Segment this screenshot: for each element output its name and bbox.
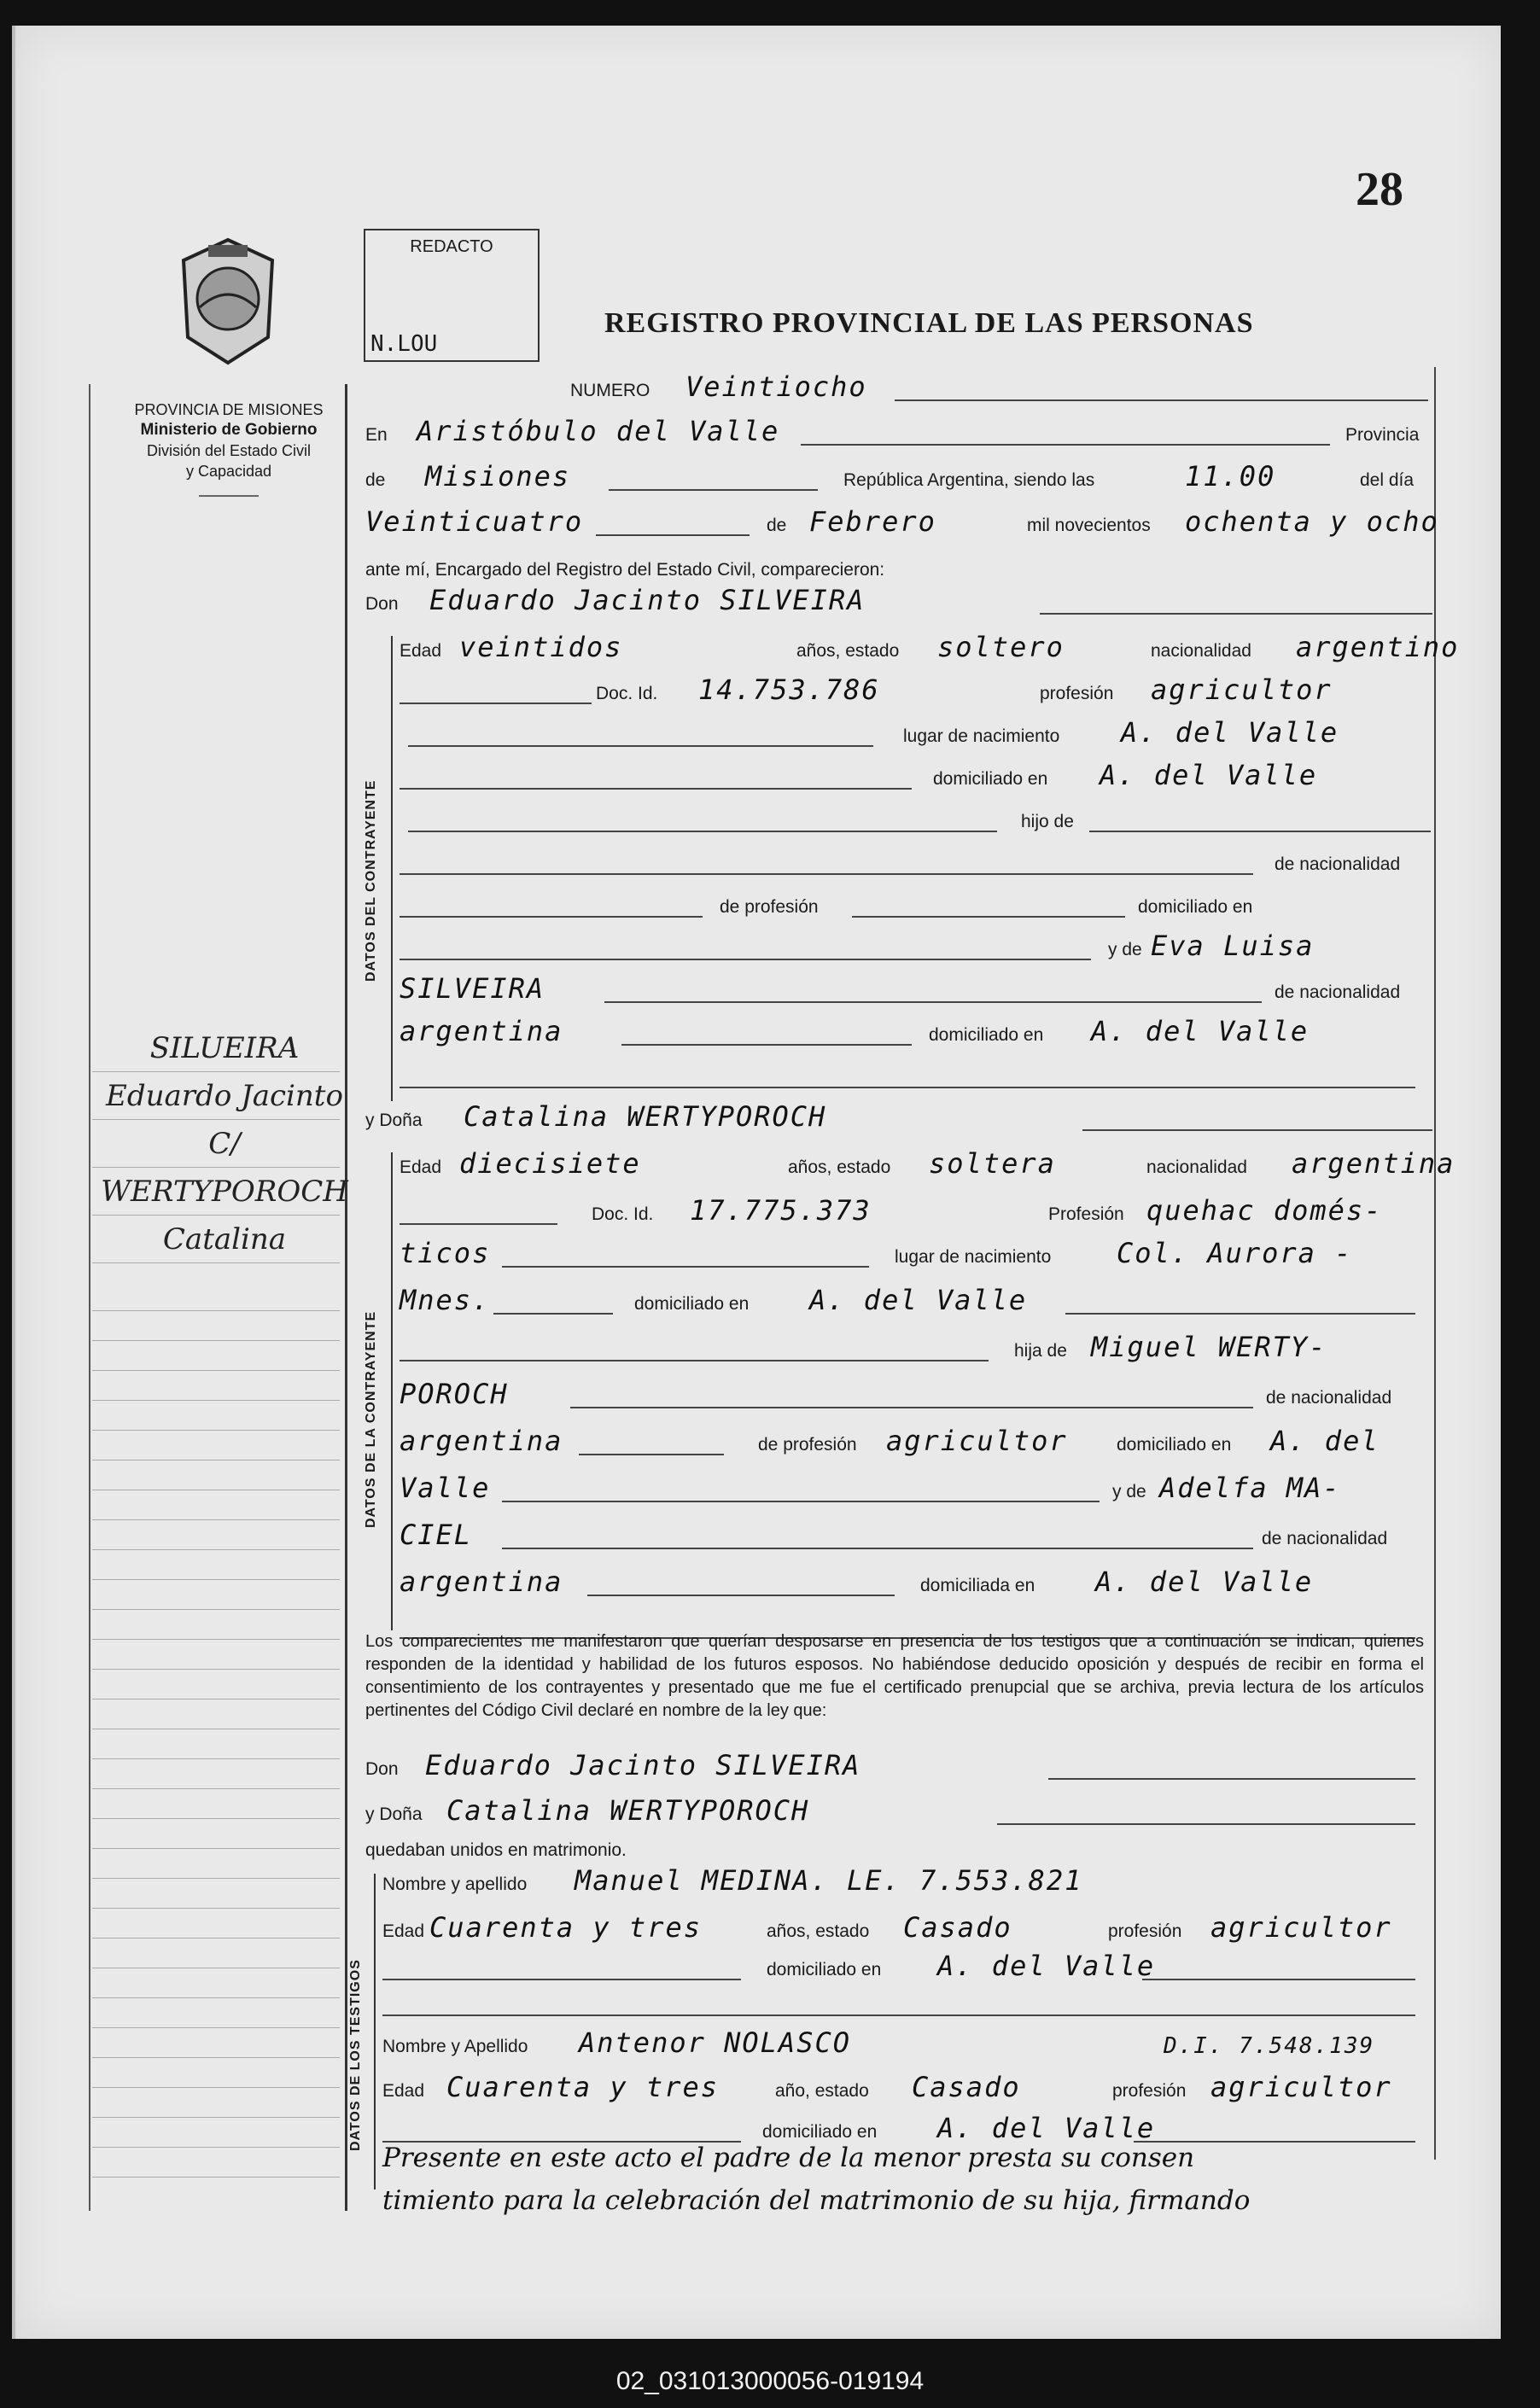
decl-bride-name: Catalina WERTYPOROCH <box>446 1794 810 1827</box>
estado-label: años, estado <box>767 1921 870 1941</box>
redacto-label: REDACTO <box>410 237 493 256</box>
margin-line <box>92 1669 340 1670</box>
bride-doc: 17.775.373 <box>690 1194 872 1227</box>
register-page <box>12 26 1501 2339</box>
groom-row-lugar <box>400 713 1432 750</box>
w1-nombre: Manuel MEDINA. LE. 7.553.821 <box>575 1864 1083 1897</box>
agency-block <box>101 399 357 497</box>
groom-row-madre-dom <box>400 1012 1432 1049</box>
groom-row-edad <box>400 627 1460 665</box>
groom-doc: 14.753.786 <box>698 673 880 706</box>
fill-line <box>400 916 703 918</box>
declaration-text: Los comparecientes me manifestaron que querían desposarse en presencia de los testigos que a continuación se indican, quienes responden de la identidad y habilidad de los futuros esposos. No habiéndose deducido oposición y después de recibir en forma el consentimiento de los contrayentes y presentado que me fue el certificado prenupcial que se archiva, previa lectura de los artículos pertinentes del Código Civil declaré en nombre de la ley que: <box>365 1632 1424 1720</box>
fill-line <box>1089 831 1431 832</box>
bride-madre-nac: argentina <box>400 1565 563 1598</box>
fill-line <box>502 1501 1100 1502</box>
edad-label: Edad <box>382 2081 425 2101</box>
bride-padre: Miguel WERTY- <box>1091 1331 1327 1363</box>
decl-row-dona <box>365 1791 1432 1828</box>
margin-line <box>92 1519 340 1520</box>
fill-line <box>596 534 750 536</box>
w2-profesion: agricultor <box>1210 2071 1392 2103</box>
fill-line <box>997 1823 1415 1825</box>
bride-lugar-cont: Mnes. <box>400 1284 491 1316</box>
bride-bracket <box>391 1152 393 1630</box>
handwritten-note-line: timiento para la celebración del matrimonio de su hija, firmando <box>382 2185 1251 2216</box>
estado-label: años, estado <box>788 1157 891 1177</box>
fill-line <box>382 1979 741 1980</box>
row-dona <box>365 1097 1432 1134</box>
margin-annotation <box>96 1024 353 1263</box>
republica-label: República Argentina, siendo las <box>843 470 1095 490</box>
bride-padre-prof: agricultor <box>886 1425 1068 1457</box>
redacto-box <box>364 229 540 362</box>
profesion-label: profesión <box>1108 1921 1182 1941</box>
groom-domicilio: A. del Valle <box>1100 759 1318 791</box>
provincial-seal-icon <box>174 235 282 367</box>
don-label: Don <box>365 1759 399 1779</box>
domiciliado-label: domiciliado en <box>1117 1435 1232 1455</box>
domicilio-label: domiciliado en <box>767 1960 882 1979</box>
groom-nacionalidad: argentino <box>1296 631 1460 663</box>
margin-line <box>92 2057 340 2058</box>
w2-domicilio: A. del Valle <box>937 2112 1156 2144</box>
y-de-label: y de <box>1112 1482 1146 1501</box>
w2-nombre: Antenor NOLASCO <box>579 2026 851 2059</box>
edad-label: Edad <box>400 1157 442 1177</box>
fill-line <box>408 745 873 747</box>
estado-label: año, estado <box>775 2081 869 2101</box>
row-don <box>365 580 1432 618</box>
bride-lugar: Col. Aurora - <box>1117 1237 1353 1269</box>
fill-line <box>502 1266 869 1268</box>
w2-row-edad <box>382 2067 1432 2105</box>
groom-row-prof <box>400 883 1432 921</box>
groom-row-domicilio <box>400 755 1432 793</box>
bride-padre-apellido: POROCH <box>400 1378 509 1410</box>
fill-line <box>493 1313 613 1315</box>
lugar-label: lugar de nacimiento <box>903 726 1060 746</box>
decl-row-don <box>365 1746 1432 1783</box>
en-label: En <box>365 425 388 445</box>
dona-label: y Doña <box>365 1111 423 1130</box>
de-label: de <box>365 470 386 490</box>
bride-row-padre2 <box>400 1374 1432 1412</box>
bride-padre-nac: argentina <box>400 1425 563 1457</box>
domiciliado-label-3: domiciliado en <box>929 1025 1044 1045</box>
bride-row-edad <box>400 1144 1455 1181</box>
margin-line <box>92 1340 340 1341</box>
w1-row-edad <box>382 1908 1432 1945</box>
y-de-label: y de <box>1108 940 1142 959</box>
profesion-label: profesión <box>1112 2081 1187 2101</box>
w1-edad: Cuarenta y tres <box>429 1911 702 1944</box>
margin-line <box>92 2177 340 2178</box>
page-number: 28 <box>1356 163 1403 216</box>
w2-estado: Casado <box>912 2071 1021 2103</box>
w2-doc: D.I. 7.548.139 <box>1164 2033 1375 2059</box>
domiciliada-label: domiciliada en <box>920 1576 1035 1595</box>
fill-line <box>502 1548 1253 1549</box>
w1-domicilio: A. del Valle <box>937 1950 1156 1982</box>
bride-row-padre <box>400 1327 1432 1365</box>
groom-name: Eduardo Jacinto SILVEIRA <box>429 584 866 616</box>
redacto-value: N.LOU <box>370 331 438 357</box>
profesion-label: Profesión <box>1048 1204 1124 1224</box>
margin-line <box>92 1460 340 1461</box>
bride-nacionalidad: argentina <box>1292 1147 1455 1180</box>
fill-line <box>852 916 1125 918</box>
localidad-value: Aristóbulo del Valle <box>417 415 780 447</box>
bride-row-madre-dom <box>400 1562 1432 1600</box>
margin-line <box>92 1310 340 1311</box>
dia-label: del día <box>1360 470 1415 490</box>
bride-madre-apellido: CIEL <box>400 1519 473 1551</box>
bride-row-lugar <box>400 1233 1432 1271</box>
w2-row-nombre <box>382 2023 1432 2061</box>
margin-line <box>92 1370 340 1371</box>
profesion-label: profesión <box>1040 684 1114 703</box>
de-nacionalidad-label-2: de nacionalidad <box>1275 982 1401 1002</box>
row-ante <box>365 546 1432 584</box>
bride-estado: soltera <box>929 1147 1056 1180</box>
decl-row-closing <box>365 1827 1432 1864</box>
anio-label: mil novecientos <box>1027 516 1151 535</box>
agency-ministry: Ministerio de Gobierno <box>140 421 318 439</box>
fill-line <box>579 1454 724 1455</box>
row-numero <box>365 367 1432 405</box>
fill-line <box>400 788 912 790</box>
bride-row-doc <box>400 1191 1432 1228</box>
don-label: Don <box>365 594 399 614</box>
agency-divider <box>199 495 259 497</box>
anio-value: ochenta y ocho <box>1185 505 1439 538</box>
nacionalidad-label: nacionalidad <box>1146 1157 1247 1177</box>
nacionalidad-label: nacionalidad <box>1151 641 1251 661</box>
dona-label: y Doña <box>365 1805 423 1824</box>
groom-madre-nac: argentina <box>400 1015 563 1047</box>
bride-row-madre <box>400 1468 1432 1506</box>
witness-bracket <box>374 1874 376 2189</box>
provincia-value: Misiones <box>425 460 571 493</box>
w2-row-dom <box>382 2108 1432 2146</box>
row-provincia <box>365 457 1432 494</box>
hijo-label: hijo de <box>1021 812 1074 831</box>
margin-annotation-line: C/ <box>208 1127 241 1161</box>
fill-line <box>400 873 1253 875</box>
edad-label: Edad <box>382 1921 425 1941</box>
bride-row-domicilio <box>400 1280 1432 1318</box>
nombre-label: Nombre y Apellido <box>382 2037 528 2056</box>
ante-label: ante mí, Encargado del Registro del Estado Civil, comparecieron: <box>365 560 885 580</box>
decl-groom-name: Eduardo Jacinto SILVEIRA <box>425 1749 861 1781</box>
column-rule <box>345 384 347 2211</box>
margin-line <box>92 2027 340 2028</box>
bride-side-label: DATOS DE LA CONTRAYENTE <box>364 1310 378 1528</box>
left-margin-rule <box>89 384 90 2211</box>
domicilio-label: domiciliado en <box>933 769 1048 789</box>
handwritten-note-line: Presente en este acto el padre de la menor presta su consen <box>382 2143 1195 2173</box>
hija-label: hija de <box>1014 1341 1067 1361</box>
dia-value: Veinticuatro <box>365 505 584 538</box>
fill-line <box>1065 1313 1415 1315</box>
margin-line <box>92 1549 340 1550</box>
w2-edad: Cuarenta y tres <box>446 2071 719 2103</box>
margin-line <box>92 1997 340 1998</box>
fill-line <box>408 831 997 832</box>
de-profesion-label: de profesión <box>720 897 819 917</box>
fill-line <box>400 959 1091 960</box>
agency-capacity: y Capacidad <box>185 463 272 480</box>
bride-madre-dom: A. del Valle <box>1095 1565 1314 1598</box>
bride-row-padre-prof <box>400 1421 1432 1459</box>
agency-province: PROVINCIA DE MISIONES <box>134 401 324 418</box>
doc-label: Doc. Id. <box>596 684 658 703</box>
margin-line <box>92 1430 340 1431</box>
agency-division: División del Estado Civil <box>146 442 312 459</box>
numero-label: NUMERO <box>570 381 650 400</box>
groom-row-madre2 <box>400 969 1432 1006</box>
margin-line <box>92 1758 340 1759</box>
fill-line <box>587 1595 895 1596</box>
margin-annotation-line: SILUEIRA <box>149 1031 300 1065</box>
de-profesion-label: de profesión <box>758 1435 857 1455</box>
groom-profesion: agricultor <box>1151 673 1333 706</box>
fill-line <box>382 2014 1415 2016</box>
domicilio-label: domiciliado en <box>762 2122 878 2142</box>
groom-row-blank <box>400 1054 1432 1092</box>
estado-label: años, estado <box>796 641 900 661</box>
groom-row-hijo <box>400 798 1432 836</box>
image-caption: 02_031013000056-019194 <box>615 2367 925 2395</box>
groom-bracket <box>391 636 393 1101</box>
fill-line <box>1048 1778 1415 1780</box>
margin-line <box>92 1639 340 1640</box>
margin-line <box>92 1818 340 1819</box>
domicilio-label: domiciliado en <box>634 1294 750 1314</box>
margin-line <box>92 1878 340 1879</box>
bride-padre-dom: A. del <box>1270 1425 1380 1457</box>
groom-lugar: A. del Valle <box>1121 716 1339 749</box>
margin-line <box>92 1579 340 1580</box>
fill-line <box>400 703 592 704</box>
margin-line <box>92 1788 340 1789</box>
fill-line <box>604 1001 1262 1003</box>
page-title: REGISTRO PROVINCIAL DE LAS PERSONAS <box>604 307 1254 339</box>
bride-madre: Adelfa MA- <box>1159 1472 1341 1504</box>
mes-value: Febrero <box>809 505 936 538</box>
margin-line <box>92 2147 340 2148</box>
numero-value: Veintiocho <box>685 370 867 403</box>
w1-profesion: agricultor <box>1210 1911 1392 1944</box>
bride-row-madre2 <box>400 1515 1432 1553</box>
margin-annotation-line: Eduardo Jacinto <box>106 1079 343 1113</box>
closing-text: quedaban unidos en matrimonio. <box>365 1840 627 1860</box>
bride-domicilio: A. del Valle <box>809 1284 1028 1316</box>
fill-line <box>400 1087 1415 1088</box>
groom-row-nac <box>400 841 1432 878</box>
margin-line <box>92 1699 340 1700</box>
groom-estado: soltero <box>937 631 1065 663</box>
de-nacionalidad-label-2: de nacionalidad <box>1262 1529 1388 1548</box>
margin-line <box>92 1908 340 1909</box>
mes-label: de <box>767 516 787 535</box>
fill-line <box>895 399 1428 401</box>
provincia-label: Provincia <box>1345 425 1420 445</box>
row-localidad <box>365 411 1432 449</box>
hora-value: 11.00 <box>1185 460 1276 493</box>
bride-profesion: quehac domés- <box>1146 1194 1383 1227</box>
fill-line <box>1082 1129 1432 1131</box>
fill-line <box>400 1360 989 1361</box>
fill-line <box>609 489 818 491</box>
groom-row-doc <box>400 670 1432 708</box>
bride-padre-dom-cont: Valle <box>400 1472 491 1504</box>
de-nacionalidad-label: de nacionalidad <box>1266 1388 1392 1408</box>
bride-name: Catalina WERTYPOROCH <box>464 1100 827 1133</box>
margin-line <box>92 1400 340 1401</box>
groom-madre-dom: A. del Valle <box>1091 1015 1310 1047</box>
bride-profesion-cont: ticos <box>400 1237 491 1269</box>
nombre-label: Nombre y apellido <box>382 1875 528 1894</box>
groom-side-label: DATOS DEL CONTRAYENTE <box>364 779 378 982</box>
fill-line <box>400 1223 557 1225</box>
edad-label: Edad <box>400 641 442 661</box>
w1-row-nombre <box>382 1861 1432 1898</box>
margin-line <box>92 2087 340 2088</box>
margin-line <box>92 1609 340 1610</box>
fill-line <box>570 1407 1253 1408</box>
fill-line <box>801 444 1330 446</box>
witness-side-label: DATOS DE LOS TESTIGOS <box>348 1959 363 2151</box>
w1-row-dom <box>382 1946 1432 1984</box>
fill-line <box>1142 1979 1415 1980</box>
fill-line <box>1040 613 1432 615</box>
bride-edad: diecisiete <box>459 1147 641 1180</box>
groom-madre: Eva Luisa <box>1151 930 1315 962</box>
margin-line <box>92 1938 340 1939</box>
groom-edad: veintidos <box>459 631 623 663</box>
de-nacionalidad-label: de nacionalidad <box>1275 854 1401 874</box>
margin-line <box>92 1848 340 1849</box>
margin-annotation-line: Catalina <box>162 1222 287 1256</box>
groom-row-madre <box>400 926 1432 964</box>
doc-label: Doc. Id. <box>592 1204 654 1224</box>
row-fecha <box>365 502 1439 539</box>
groom-madre-apellido: SILVEIRA <box>400 972 545 1005</box>
lugar-label: lugar de nacimiento <box>895 1247 1052 1267</box>
margin-annotation-line: WERTYPOROCH <box>101 1175 348 1209</box>
domiciliado-label: domiciliado en <box>1138 897 1253 917</box>
w1-estado: Casado <box>903 1911 1012 1944</box>
w1-row-blank <box>382 1982 1432 2020</box>
fill-line <box>621 1044 912 1046</box>
margin-line <box>92 2117 340 2118</box>
